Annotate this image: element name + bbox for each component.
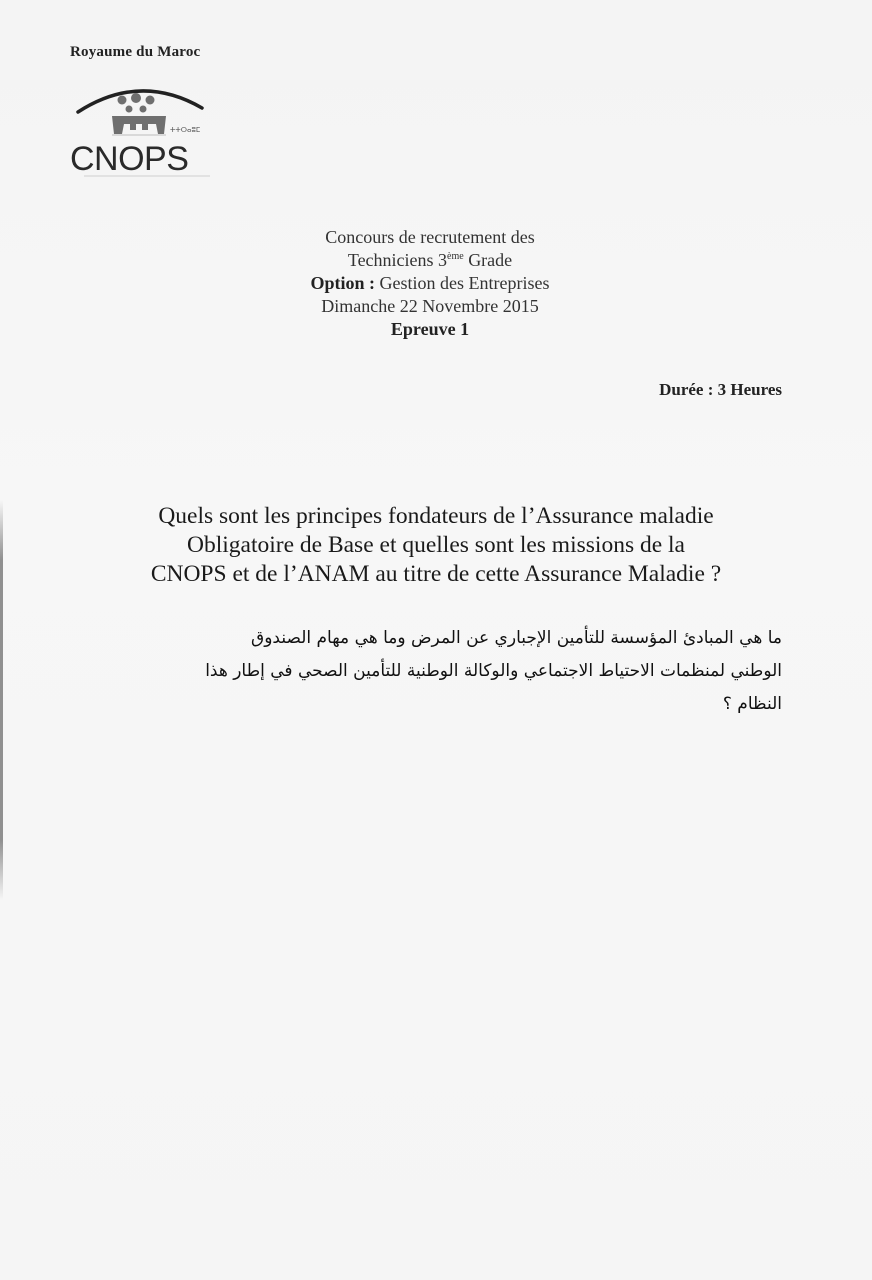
question-ar-line3: النظام ؟ bbox=[722, 694, 782, 714]
exam-title-line1: Concours de recrutement des bbox=[325, 227, 535, 247]
exam-header bbox=[230, 226, 630, 341]
kingdom-label: Royaume du Maroc bbox=[70, 44, 201, 60]
question-fr-line1: Quels sont les principes fondateurs de l’Assurance maladie bbox=[158, 503, 714, 529]
cnops-logo bbox=[70, 78, 220, 178]
exam-date: Dimanche 22 Novembre 2015 bbox=[321, 296, 539, 316]
exam-epreuve: Epreuve 1 bbox=[390, 319, 470, 339]
question-ar-line1: ما هي المبادئ المؤسسة للتأمين الإجباري عن المرض وما هي مهام الصندوق bbox=[251, 628, 782, 648]
grade-suffix: Grade bbox=[463, 250, 513, 270]
exam-title-line2 bbox=[230, 249, 630, 272]
grade-superscript: ème bbox=[447, 251, 464, 262]
cnops-logo-graphic bbox=[70, 78, 220, 178]
logo-text: CNOPS bbox=[70, 140, 189, 178]
scan-edge-shadow bbox=[0, 500, 3, 900]
logo-small-text: ⵜⵜⵔⴰⵓⵎ bbox=[170, 126, 201, 134]
grade-prefix: Techniciens 3 bbox=[347, 250, 448, 270]
question-french bbox=[60, 502, 812, 589]
option-value: Gestion des Entreprises bbox=[375, 273, 550, 293]
exam-option-line bbox=[230, 272, 630, 295]
question-ar-line2: الوطني لمنظمات الاحتياط الاجتماعي والوكالة الوطنية للتأمين الصحي في إطار هذا bbox=[205, 661, 782, 681]
exam-duration: Durée : 3 Heures bbox=[659, 380, 782, 399]
question-fr-line3: CNOPS et de l’ANAM au titre de cette Assurance Maladie ? bbox=[150, 561, 722, 587]
option-label: Option : bbox=[310, 273, 376, 293]
question-fr-line2: Obligatoire de Base et quelles sont les missions de la bbox=[187, 532, 685, 558]
question-arabic bbox=[82, 622, 782, 721]
